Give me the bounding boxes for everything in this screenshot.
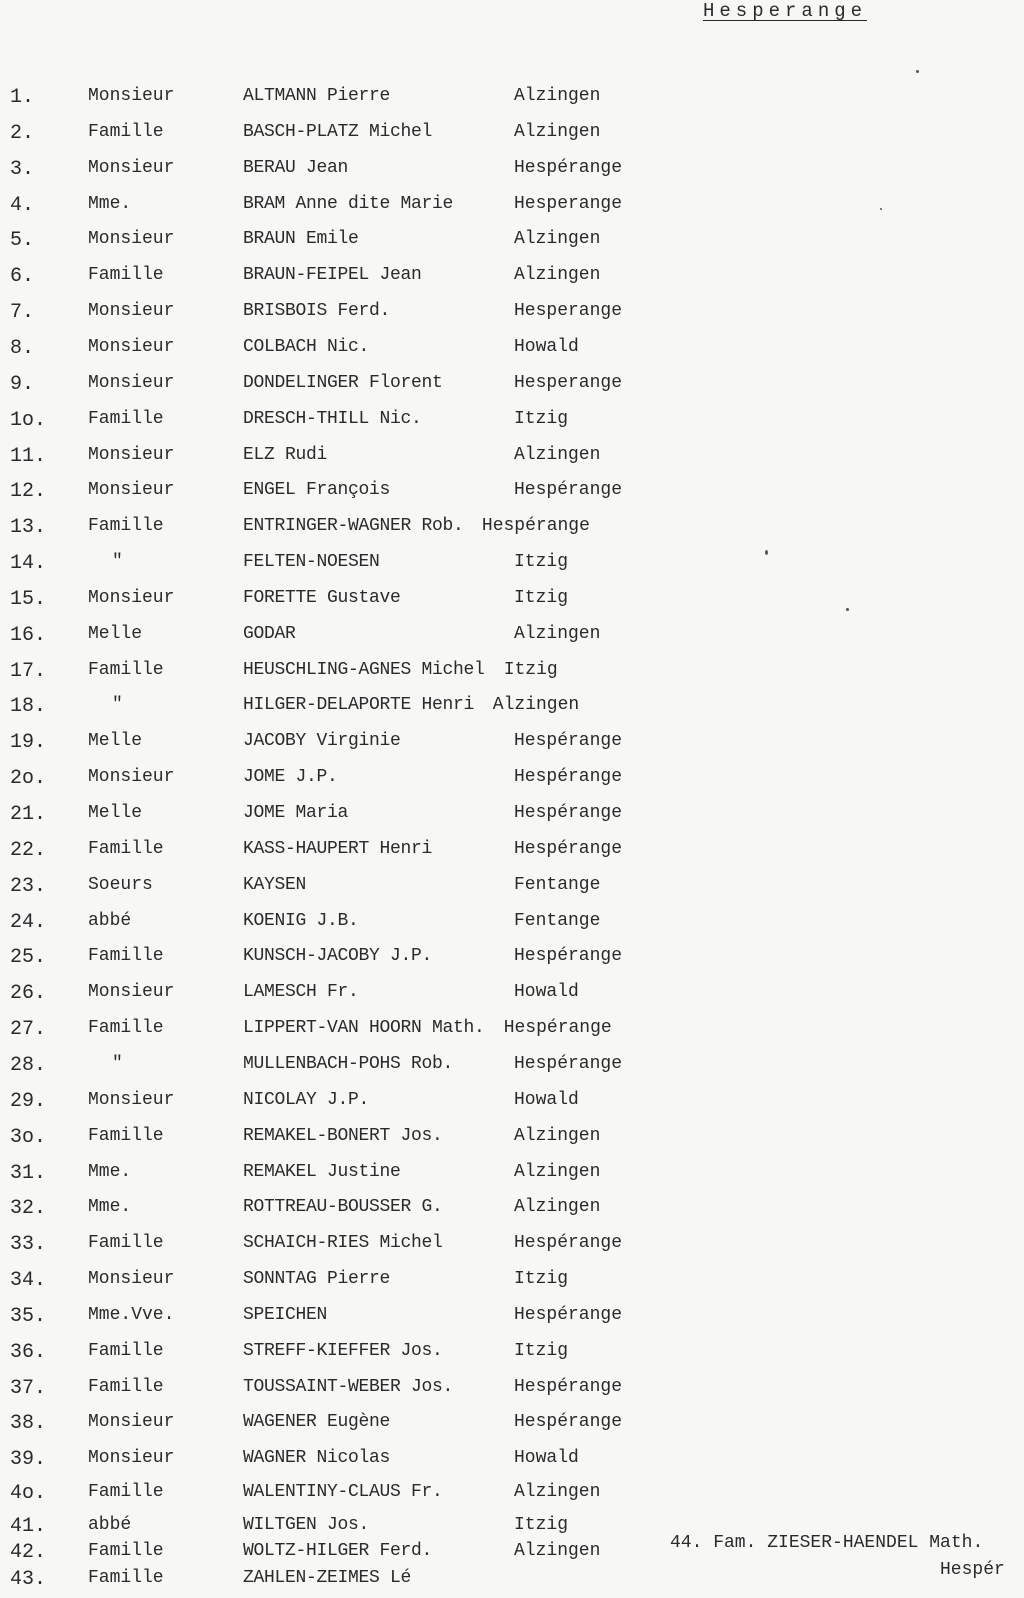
entry-name: COLBACH Nic. <box>243 337 370 357</box>
entry-place: Howald <box>514 982 579 1002</box>
list-item <box>0 946 1024 976</box>
entry-num: 36. <box>10 1341 47 1364</box>
entry-num: 33. <box>10 1233 47 1256</box>
entry-place: Howald <box>514 337 579 357</box>
scan-speck <box>880 208 882 210</box>
entry-num: 13. <box>10 516 47 539</box>
entry-place: Itzig <box>503 660 558 680</box>
entry-place: Hespérange <box>514 1412 623 1432</box>
entry-title: abbé <box>88 911 132 931</box>
entry-place: Alzingen <box>514 1197 601 1217</box>
entry-title: Monsieur <box>88 373 175 393</box>
entry-name: ELZ Rudi <box>243 445 328 465</box>
list-item <box>0 1377 1024 1407</box>
entry-place: Hespérange <box>514 158 623 178</box>
entry-place: Itzig <box>514 1341 569 1361</box>
entry-title: Monsieur <box>88 767 175 787</box>
entry-place: Hespérange <box>503 1018 612 1038</box>
entry-place: Alzingen <box>514 1126 601 1146</box>
entry-title: Soeurs <box>88 875 153 895</box>
entry-title: Monsieur <box>88 229 175 249</box>
entry-num: 34. <box>10 1269 47 1292</box>
entry-title: Famille <box>88 1341 164 1361</box>
entry-title: " <box>112 1054 123 1074</box>
entry-place: Itzig <box>514 1269 569 1289</box>
entry-title: Famille <box>88 122 164 142</box>
entry-name: SCHAICH-RIES Michel <box>243 1233 443 1253</box>
entry-place: Hespérange <box>514 731 623 751</box>
list-item <box>0 1162 1024 1192</box>
entry-name: KASS-HAUPERT Henri <box>243 839 433 859</box>
entry-num: 32. <box>10 1197 47 1220</box>
entry-name: HEUSCHLING-AGNES Michel <box>243 660 485 680</box>
entry-place: Hespérange <box>514 1233 623 1253</box>
entry-name: JACOBY Virginie <box>243 731 401 751</box>
entry-place: Hespérange <box>514 1305 623 1325</box>
entry-num: 28. <box>10 1054 47 1077</box>
entry-title: Monsieur <box>88 480 175 500</box>
entry-num: 19. <box>10 731 47 754</box>
list-item <box>0 1568 1024 1598</box>
entry-name: WAGENER Eugène <box>243 1412 391 1432</box>
entry-name: SONNTAG Pierre <box>243 1269 391 1289</box>
entry-place: Hesperange <box>514 373 623 393</box>
scan-speck <box>916 70 919 73</box>
entry-num: 4o. <box>10 1482 47 1505</box>
entry-place: Alzingen <box>514 1162 601 1182</box>
entry-num: 37. <box>10 1377 47 1400</box>
entry-name: HILGER-DELAPORTE Henri <box>243 695 475 715</box>
list-item <box>0 445 1024 475</box>
entry-title: Monsieur <box>88 1090 175 1110</box>
list-item <box>0 660 1024 690</box>
entry-name: KAYSEN <box>243 875 307 895</box>
list-item <box>0 1448 1024 1478</box>
entry-name: BRAM Anne dite Marie <box>243 194 454 214</box>
entry-title: Famille <box>88 660 164 680</box>
entry-num: 26. <box>10 982 47 1005</box>
list-item <box>0 982 1024 1012</box>
entry-place: Hespérange <box>514 480 623 500</box>
list-item <box>0 1233 1024 1263</box>
entry-name: BRISBOIS Ferd. <box>243 301 391 321</box>
entry-place: Alzingen <box>514 1541 601 1561</box>
entry-num: 4. <box>10 194 35 217</box>
entry-name: WOLTZ-HILGER Ferd. <box>243 1541 433 1561</box>
entry-place: Alzingen <box>514 265 601 285</box>
entry-place: Alzingen <box>514 229 601 249</box>
list-item <box>0 1054 1024 1084</box>
list-item <box>0 158 1024 188</box>
entry-num: 15. <box>10 588 47 611</box>
list-item <box>0 1305 1024 1335</box>
list-item <box>0 1341 1024 1371</box>
entry-name: STREFF-KIEFFER Jos. <box>243 1341 443 1361</box>
entry-name: TOUSSAINT-WEBER Jos. <box>243 1377 454 1397</box>
entry-num: 29. <box>10 1090 47 1113</box>
entry-title: Monsieur <box>88 1269 175 1289</box>
list-item <box>0 480 1024 510</box>
entry-name: REMAKEL-BONERT Jos. <box>243 1126 443 1146</box>
list-item <box>0 731 1024 761</box>
entry-name: JOME Maria <box>243 803 349 823</box>
list-item <box>0 1482 1024 1512</box>
entry-place: Hespérange <box>514 1377 623 1397</box>
entry-num: 39. <box>10 1448 47 1471</box>
entry-title: Famille <box>88 1126 164 1146</box>
entry-num: 12. <box>10 480 47 503</box>
entry-place: Howald <box>514 1448 579 1468</box>
entry-name: GODAR <box>243 624 296 644</box>
entry-place: Hespérange <box>514 946 623 966</box>
page-title: Hesperange <box>703 0 868 22</box>
entry-place: Alzingen <box>514 624 601 644</box>
entry-place: Itzig <box>514 1515 569 1535</box>
entry-title: Monsieur <box>88 1448 175 1468</box>
entry-name: ENTRINGER-WAGNER Rob. <box>243 516 464 536</box>
list-item <box>0 194 1024 224</box>
entry-name: KOENIG J.B. <box>243 911 359 931</box>
scan-speck <box>846 608 849 611</box>
entry-num: 38. <box>10 1412 47 1435</box>
entry-place: Hesperange <box>514 194 623 214</box>
entry-name: WILTGEN Jos. <box>243 1515 370 1535</box>
entry-name: LAMESCH Fr. <box>243 982 359 1002</box>
entry-num: 31. <box>10 1162 47 1185</box>
entry-name: MULLENBACH-POHS Rob. <box>243 1054 454 1074</box>
entry-name: FORETTE Gustave <box>243 588 401 608</box>
entry-place: Itzig <box>514 552 569 572</box>
list-item <box>0 1126 1024 1156</box>
entry-name: DRESCH-THILL Nic. <box>243 409 422 429</box>
entry-num: 9. <box>10 373 35 396</box>
entry-name: DONDELINGER Florent <box>243 373 443 393</box>
list-item <box>0 409 1024 439</box>
entry-title: Famille <box>88 839 164 859</box>
entry-name: BERAU Jean <box>243 158 349 178</box>
entry-num: 41. <box>10 1515 47 1538</box>
side-entry-44-place: Hespér <box>940 1560 1005 1580</box>
entry-num: 8. <box>10 337 35 360</box>
list-item <box>0 229 1024 259</box>
list-item <box>0 265 1024 295</box>
list-item <box>0 1269 1024 1299</box>
entry-place: Alzingen <box>514 122 601 142</box>
entry-title: Famille <box>88 946 164 966</box>
entry-title: Mme. <box>88 194 132 214</box>
entry-title: Famille <box>88 1541 164 1561</box>
entry-num: 1. <box>10 86 35 109</box>
entry-place: Itzig <box>514 588 569 608</box>
entry-name: WALENTINY-CLAUS Fr. <box>243 1482 443 1502</box>
entry-title: Melle <box>88 624 143 644</box>
list-item <box>0 122 1024 152</box>
entry-title: Monsieur <box>88 445 175 465</box>
entry-title: Melle <box>88 731 143 751</box>
entry-name: REMAKEL Justine <box>243 1162 401 1182</box>
entry-place: Alzingen <box>514 86 601 106</box>
entry-name: ROTTREAU-BOUSSER G. <box>243 1197 443 1217</box>
entry-num: 24. <box>10 911 47 934</box>
entry-title: Monsieur <box>88 337 175 357</box>
entry-title: Famille <box>88 1233 164 1253</box>
entry-title: " <box>112 695 123 715</box>
entry-title: Famille <box>88 1568 164 1588</box>
entry-place: Fentange <box>514 875 601 895</box>
list-item <box>0 1412 1024 1442</box>
list-item <box>0 86 1024 116</box>
entry-num: 43. <box>10 1568 47 1591</box>
list-item <box>0 911 1024 941</box>
list-item <box>0 1018 1024 1048</box>
entry-title: Melle <box>88 803 143 823</box>
entry-name: BASCH-PLATZ Michel <box>243 122 433 142</box>
entry-place: Hespérange <box>481 516 590 536</box>
list-item <box>0 1090 1024 1120</box>
list-item <box>0 875 1024 905</box>
entry-num: 27. <box>10 1018 47 1041</box>
list-item <box>0 803 1024 833</box>
entry-name: LIPPERT-VAN HOORN Math. <box>243 1018 485 1038</box>
entry-num: 22. <box>10 839 47 862</box>
entry-place: Hespérange <box>514 803 623 823</box>
entry-num: 3. <box>10 158 35 181</box>
entry-num: 42. <box>10 1541 47 1564</box>
entry-name: BRAUN Emile <box>243 229 359 249</box>
entry-num: 6. <box>10 265 35 288</box>
entry-num: 14. <box>10 552 47 575</box>
entry-name: ALTMANN Pierre <box>243 86 391 106</box>
entry-title: Monsieur <box>88 158 175 178</box>
entry-name: SPEICHEN <box>243 1305 328 1325</box>
entry-title: Mme.Vve. <box>88 1305 175 1325</box>
entry-name: FELTEN-NOESEN <box>243 552 380 572</box>
entry-num: 11. <box>10 445 47 468</box>
entry-place: Fentange <box>514 911 601 931</box>
entry-title: Mme. <box>88 1197 132 1217</box>
entry-name: ENGEL François <box>243 480 391 500</box>
entry-name: NICOLAY J.P. <box>243 1090 370 1110</box>
list-item <box>0 1197 1024 1227</box>
entry-title: Famille <box>88 409 164 429</box>
list-item <box>0 624 1024 654</box>
entry-name: BRAUN-FEIPEL Jean <box>243 265 422 285</box>
entry-title: Famille <box>88 516 164 536</box>
list-item <box>0 588 1024 618</box>
entry-title: Mme. <box>88 1162 132 1182</box>
entry-num: 1o. <box>10 409 47 432</box>
entry-num: 16. <box>10 624 47 647</box>
list-item <box>0 839 1024 869</box>
entry-num: 18. <box>10 695 47 718</box>
entry-num: 5. <box>10 229 35 252</box>
entry-title: Monsieur <box>88 982 175 1002</box>
list-item <box>0 516 1024 546</box>
entry-name: KUNSCH-JACOBY J.P. <box>243 946 433 966</box>
list-item <box>0 767 1024 797</box>
entry-num: 35. <box>10 1305 47 1328</box>
entry-num: 7. <box>10 301 35 324</box>
entry-place: Howald <box>514 1090 579 1110</box>
entry-place: Hespérange <box>514 839 623 859</box>
entry-place: Alzingen <box>514 445 601 465</box>
entry-place: Itzig <box>514 409 569 429</box>
entry-place: Hespérange <box>514 1054 623 1074</box>
entry-num: 2o. <box>10 767 47 790</box>
entry-title: Famille <box>88 1377 164 1397</box>
entry-title: Famille <box>88 1482 164 1502</box>
side-entry-44: 44. Fam. ZIESER-HAENDEL Math. <box>670 1533 984 1553</box>
entry-title: abbé <box>88 1515 132 1535</box>
list-item <box>0 552 1024 582</box>
entry-title: Monsieur <box>88 588 175 608</box>
entry-title: Monsieur <box>88 301 175 321</box>
entry-place: Alzingen <box>514 1482 601 1502</box>
entry-place: Hespérange <box>514 767 623 787</box>
entry-title: Monsieur <box>88 1412 175 1432</box>
entry-name: ZAHLEN-ZEIMES Lé <box>243 1568 412 1588</box>
list-item <box>0 373 1024 403</box>
entry-num: 2. <box>10 122 35 145</box>
entry-name: JOME J.P. <box>243 767 338 787</box>
entry-title: Monsieur <box>88 86 175 106</box>
entry-title: Famille <box>88 265 164 285</box>
scan-speck <box>765 550 768 555</box>
entry-title: " <box>112 552 123 572</box>
entry-num: 23. <box>10 875 47 898</box>
entry-place: Alzingen <box>492 695 580 715</box>
list-item <box>0 337 1024 367</box>
entry-num: 3o. <box>10 1126 47 1149</box>
entry-name: WAGNER Nicolas <box>243 1448 391 1468</box>
entry-place: Hesperange <box>514 301 623 321</box>
entry-num: 21. <box>10 803 47 826</box>
entry-num: 17. <box>10 660 47 683</box>
entry-num: 25. <box>10 946 47 969</box>
entry-title: Famille <box>88 1018 164 1038</box>
list-item <box>0 695 1024 725</box>
list-item <box>0 301 1024 331</box>
